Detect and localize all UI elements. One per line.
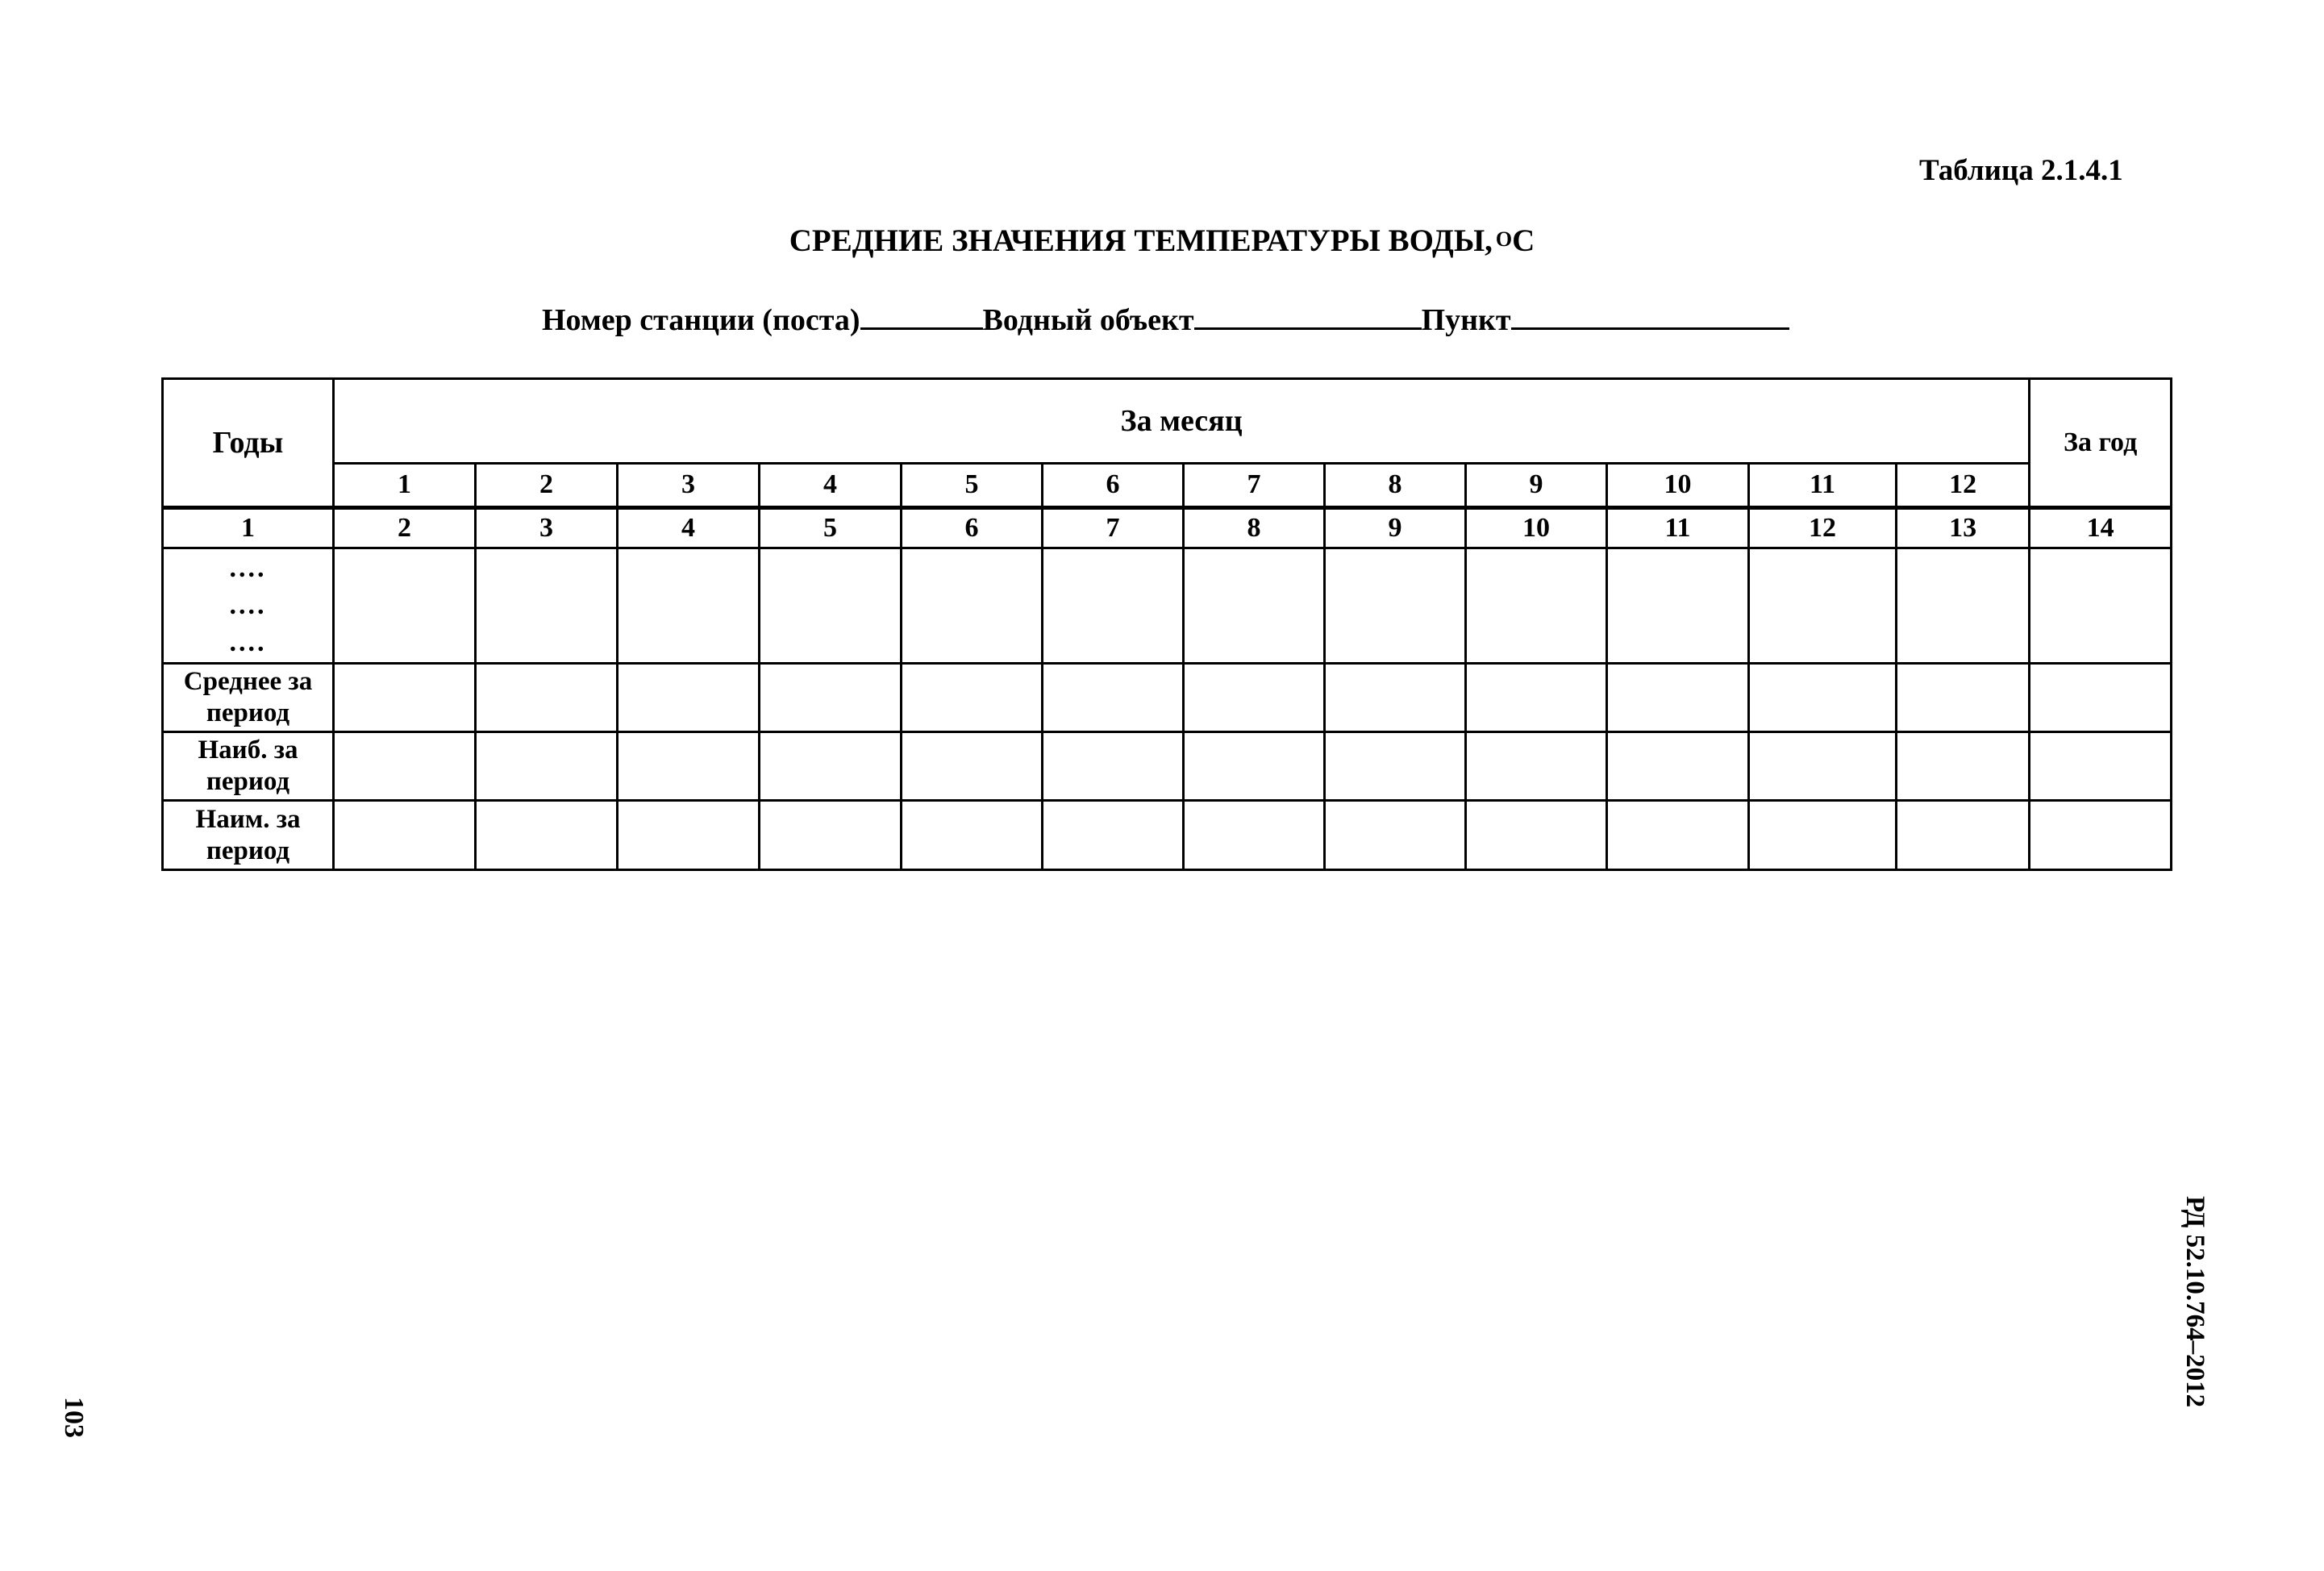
data-cell[interactable] bbox=[1325, 664, 1466, 732]
column-number-cell: 9 bbox=[1325, 508, 1466, 548]
month-header-cell: 10 bbox=[1607, 464, 1749, 508]
average-row-label bbox=[163, 664, 334, 732]
month-header-cell: 7 bbox=[1184, 464, 1325, 508]
per-month-header: За месяц bbox=[334, 379, 2030, 464]
column-number-cell: 13 bbox=[1897, 508, 2030, 548]
data-cell[interactable] bbox=[1897, 732, 2030, 801]
column-number-cell: 6 bbox=[902, 508, 1043, 548]
data-cell[interactable] bbox=[476, 548, 618, 664]
years-header: Годы bbox=[163, 379, 334, 508]
data-cell[interactable] bbox=[618, 801, 760, 870]
header-row-top bbox=[163, 379, 2172, 464]
data-cell[interactable] bbox=[902, 801, 1043, 870]
data-cell[interactable] bbox=[1897, 801, 2030, 870]
water-temperature-table bbox=[161, 377, 2172, 871]
data-cell[interactable] bbox=[760, 548, 902, 664]
column-number-cell: 8 bbox=[1184, 508, 1325, 548]
column-number-cell: 2 bbox=[334, 508, 476, 548]
data-cell[interactable] bbox=[1184, 732, 1325, 801]
data-cell[interactable] bbox=[334, 801, 476, 870]
water-body-blank-field[interactable] bbox=[1194, 303, 1422, 330]
data-cell[interactable] bbox=[476, 801, 618, 870]
data-cell[interactable] bbox=[760, 732, 902, 801]
data-cell[interactable] bbox=[1749, 801, 1897, 870]
data-cell[interactable] bbox=[618, 548, 760, 664]
data-cell[interactable] bbox=[1184, 548, 1325, 664]
month-header-cell: 3 bbox=[618, 464, 760, 508]
page-number: 103 bbox=[59, 1397, 89, 1438]
month-header-cell: 11 bbox=[1749, 464, 1897, 508]
month-header-cell: 9 bbox=[1466, 464, 1607, 508]
column-number-cell: 5 bbox=[760, 508, 902, 548]
data-cell[interactable] bbox=[1466, 548, 1607, 664]
data-cell[interactable] bbox=[1466, 801, 1607, 870]
per-year-header: За год bbox=[2030, 379, 2172, 508]
title-unit: C bbox=[1512, 223, 1535, 258]
data-cell[interactable] bbox=[760, 664, 902, 732]
ellipsis-line: .... bbox=[229, 627, 267, 657]
data-cell[interactable] bbox=[1897, 548, 2030, 664]
data-cell[interactable] bbox=[2030, 548, 2172, 664]
row-label-line: период bbox=[206, 698, 290, 727]
station-label: Номер станции (поста) bbox=[542, 303, 860, 337]
page-title bbox=[0, 223, 2324, 259]
column-number-cell: 10 bbox=[1466, 508, 1607, 548]
years-ellipsis-cell bbox=[163, 548, 334, 664]
form-fields-line bbox=[542, 302, 1789, 338]
row-label-line: период bbox=[206, 767, 290, 796]
row-label-line: Наим. за bbox=[195, 804, 301, 834]
data-cell[interactable] bbox=[1749, 732, 1897, 801]
data-cell[interactable] bbox=[902, 548, 1043, 664]
data-cell[interactable] bbox=[1607, 801, 1749, 870]
data-cell[interactable] bbox=[1607, 732, 1749, 801]
degree-sign: O bbox=[1495, 227, 1513, 251]
years-data-row bbox=[163, 548, 2172, 664]
data-cell[interactable] bbox=[334, 664, 476, 732]
data-cell[interactable] bbox=[618, 732, 760, 801]
month-header-cell: 6 bbox=[1043, 464, 1184, 508]
column-number-cell: 14 bbox=[2030, 508, 2172, 548]
max-row bbox=[163, 732, 2172, 801]
column-number-cell: 4 bbox=[618, 508, 760, 548]
month-header-row bbox=[163, 464, 2172, 508]
data-cell[interactable] bbox=[2030, 801, 2172, 870]
point-label: Пункт bbox=[1421, 303, 1511, 337]
row-label-line: Среднее за bbox=[183, 667, 313, 697]
data-cell[interactable] bbox=[476, 732, 618, 801]
min-row bbox=[163, 801, 2172, 870]
data-cell[interactable] bbox=[902, 732, 1043, 801]
ellipsis-line: .... bbox=[229, 553, 267, 584]
month-header-cell: 8 bbox=[1325, 464, 1466, 508]
water-body-label: Водный объект bbox=[982, 303, 1194, 337]
column-number-cell: 7 bbox=[1043, 508, 1184, 548]
data-cell[interactable] bbox=[1607, 548, 1749, 664]
station-blank-field[interactable] bbox=[860, 303, 983, 330]
data-cell[interactable] bbox=[1043, 732, 1184, 801]
month-header-cell: 12 bbox=[1897, 464, 2030, 508]
data-cell[interactable] bbox=[1043, 801, 1184, 870]
data-cell[interactable] bbox=[2030, 732, 2172, 801]
data-cell[interactable] bbox=[1749, 548, 1897, 664]
data-cell[interactable] bbox=[1325, 732, 1466, 801]
title-text: СРЕДНИЕ ЗНАЧЕНИЯ ТЕМПЕРАТУРЫ ВОДЫ, bbox=[789, 223, 1493, 258]
document-code: РД 52.10.764–2012 bbox=[2180, 1196, 2209, 1408]
month-header-cell: 5 bbox=[902, 464, 1043, 508]
data-cell[interactable] bbox=[1466, 664, 1607, 732]
data-cell[interactable] bbox=[1043, 548, 1184, 664]
max-row-label bbox=[163, 732, 334, 801]
row-label-line: Наиб. за bbox=[198, 735, 298, 765]
data-cell[interactable] bbox=[2030, 664, 2172, 732]
point-blank-field[interactable] bbox=[1511, 303, 1789, 330]
data-cell[interactable] bbox=[618, 664, 760, 732]
month-header-cell: 4 bbox=[760, 464, 902, 508]
data-cell[interactable] bbox=[476, 664, 618, 732]
data-cell[interactable] bbox=[1607, 664, 1749, 732]
data-cell[interactable] bbox=[1466, 732, 1607, 801]
month-header-cell: 1 bbox=[334, 464, 476, 508]
row-label-line: период bbox=[206, 836, 290, 865]
min-row-label bbox=[163, 801, 334, 870]
data-cell[interactable] bbox=[1325, 801, 1466, 870]
data-cell[interactable] bbox=[1897, 664, 2030, 732]
column-number-cell: 12 bbox=[1749, 508, 1897, 548]
table-number-label: Таблица 2.1.4.1 bbox=[1919, 154, 2123, 187]
average-row bbox=[163, 664, 2172, 732]
data-cell[interactable] bbox=[1749, 664, 1897, 732]
data-cell[interactable] bbox=[334, 548, 476, 664]
column-number-cell: 3 bbox=[476, 508, 618, 548]
column-number-cell: 11 bbox=[1607, 508, 1749, 548]
data-cell[interactable] bbox=[760, 801, 902, 870]
column-number-row bbox=[163, 508, 2172, 548]
data-cell[interactable] bbox=[1043, 664, 1184, 732]
column-number-cell: 1 bbox=[163, 508, 334, 548]
data-cell[interactable] bbox=[334, 732, 476, 801]
data-cell[interactable] bbox=[1184, 801, 1325, 870]
month-header-cell: 2 bbox=[476, 464, 618, 508]
ellipsis-line: .... bbox=[229, 590, 267, 621]
data-cell[interactable] bbox=[902, 664, 1043, 732]
data-cell[interactable] bbox=[1184, 664, 1325, 732]
data-cell[interactable] bbox=[1325, 548, 1466, 664]
